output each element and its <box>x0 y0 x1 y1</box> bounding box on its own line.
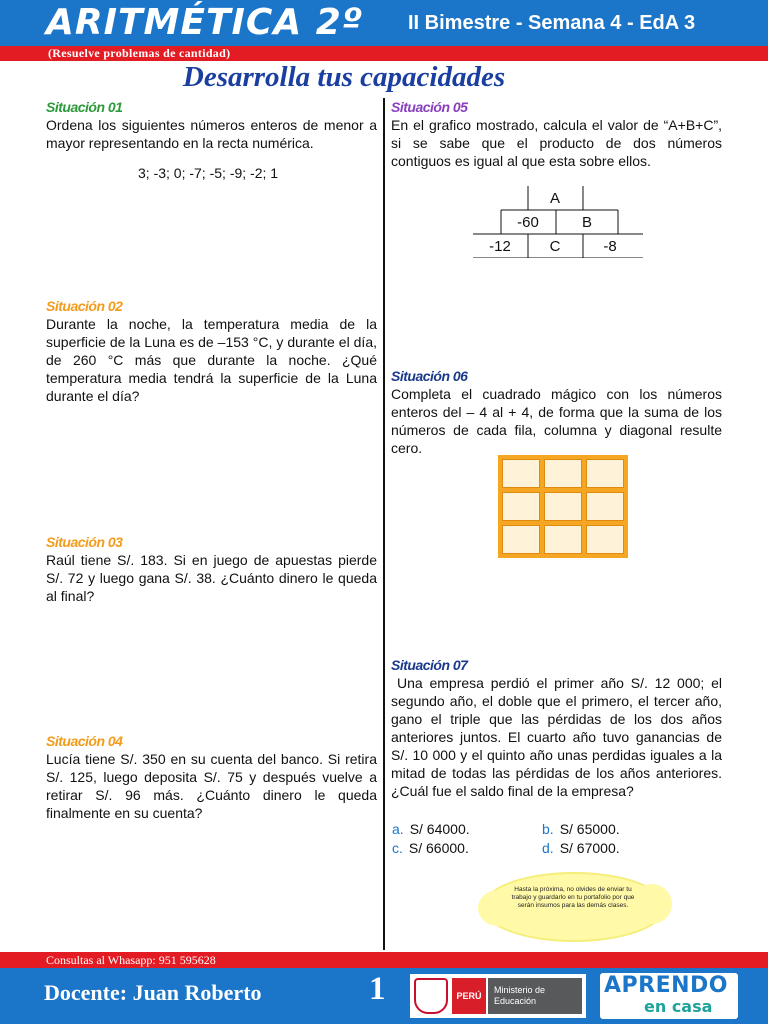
tagline-bar <box>0 46 768 61</box>
option-c[interactable]: c. S/ 66000. <box>392 840 469 856</box>
situation-04 <box>46 732 377 822</box>
situation-body: Una empresa perdió el primer año S/. 12 000; el segundo año, el doble que el primero, el tercer año, gano el triple que las pérdidas de los dos años anteriores juntos. El cuarto año tuvo ganancias de S/. 10 000 y el quinto año unas perdidas iguales a la mitad de todas las pérdidas de los años anteriores. ¿Cuál fue el saldo final de la empresa? <box>391 675 722 799</box>
situation-title: Situación 05 <box>391 99 468 115</box>
cloud-puff <box>632 884 672 924</box>
course-period: II Bimestre - Semana 4 - EdA 3 <box>408 12 696 34</box>
number-pyramid <box>473 186 643 258</box>
magic-square-cell[interactable] <box>544 525 582 554</box>
pyramid-top: A <box>549 190 561 207</box>
number-list: 3; -3; 0; -7; -5; -9; -2; 1 <box>138 165 279 181</box>
contact-text: Consultas al Whasapp: 951 595628 <box>46 953 216 967</box>
pyramid-bottom-right: -8 <box>603 238 617 255</box>
page-title: Desarrolla tus capacidades <box>182 61 506 93</box>
situation-body: Ordena los siguientes números enteros de menor a mayor representando en la recta numérica. <box>46 117 377 151</box>
magic-square-cell[interactable] <box>586 492 624 521</box>
teacher-name: Docente: Juan Roberto <box>44 980 262 1005</box>
column-divider <box>383 98 385 950</box>
answer-options <box>392 820 692 858</box>
situation-title: Situación 06 <box>391 368 468 384</box>
situation-title: Situación 07 <box>391 657 468 673</box>
situation-title: Situación 01 <box>46 99 123 115</box>
page-number: 1 <box>369 971 386 1007</box>
option-d[interactable]: d. S/ 67000. <box>542 840 620 856</box>
situation-body: Raúl tiene S/. 183. Si en juego de apuestas pierde S/. 72 y luego gana S/. 38. ¿Cuánto dinero le queda al final? <box>46 552 377 604</box>
magic-square-cell[interactable] <box>502 525 540 554</box>
coat-of-arms-icon <box>414 978 448 1014</box>
situation-07 <box>391 656 722 800</box>
ministry-logo <box>410 974 586 1018</box>
option-a[interactable]: a. S/ 64000. <box>392 821 470 837</box>
magic-square-cell[interactable] <box>544 492 582 521</box>
note-text: Hasta la próxima, no olvides de enviar tu trabajo y guardarlo en tu portafolio por que serán insumos para las demás clases. <box>511 886 635 909</box>
magic-square <box>498 455 628 558</box>
contact-bar <box>0 952 768 968</box>
header-bar <box>0 0 768 46</box>
situation-body: Lucía tiene S/. 350 en su cuenta del banco. Si retira S/. 125, luego deposita S/. 75 y después vuelve a retirar S/. 96 más. ¿Cuánto dinero le queda finalmente en su cuenta? <box>46 751 377 821</box>
option-b[interactable]: b. S/ 65000. <box>542 821 620 837</box>
situation-title: Situación 04 <box>46 733 123 749</box>
pyramid-middle-right: B <box>581 214 593 231</box>
situation-01 <box>46 98 377 182</box>
situation-06 <box>391 367 722 457</box>
situation-body: Completa el cuadrado mágico con los números enteros del – 4 al + 4, de forma que la suma de los números de cada fila, columna y diagonal resulte cero. <box>391 386 722 456</box>
en-casa-wordmark: en casa <box>644 997 713 1016</box>
footer-bar <box>0 968 768 1024</box>
situation-body: En el grafico mostrado, calcula el valor de “A+B+C”, si se sabe que el producto de dos números contiguos es igual al que esta sobre ellos. <box>391 117 722 169</box>
magic-square-cell[interactable] <box>586 525 624 554</box>
situation-body: Durante la noche, la temperatura media de la superficie de la Luna es de –153 °C, y durante el día, de 260 °C más que durante la noche. ¿Qué temperatura media tendrá la superficie de la Luna durante el día? <box>46 316 377 404</box>
situation-05 <box>391 98 722 170</box>
situation-03 <box>46 533 377 605</box>
situation-title: Situación 03 <box>46 534 123 550</box>
situation-02 <box>46 297 377 405</box>
magic-square-cell[interactable] <box>502 459 540 488</box>
peru-label: PERÚ <box>452 978 486 1014</box>
magic-square-cell[interactable] <box>544 459 582 488</box>
magic-square-cell[interactable] <box>586 459 624 488</box>
pyramid-middle-left: -60 <box>517 214 539 231</box>
aprendo-en-casa-logo <box>600 973 738 1019</box>
situation-title: Situación 02 <box>46 298 123 314</box>
ministry-label: Ministerio de Educación <box>488 978 582 1014</box>
magic-square-cell[interactable] <box>502 492 540 521</box>
tagline: (Resuelve problemas de cantidad) <box>48 46 231 60</box>
pyramid-bottom-middle: C <box>549 238 561 255</box>
aprendo-wordmark: APRENDO <box>604 973 728 998</box>
course-title: ARITMÉTICA 2º <box>46 2 364 43</box>
pyramid-bottom-left: -12 <box>489 238 511 255</box>
